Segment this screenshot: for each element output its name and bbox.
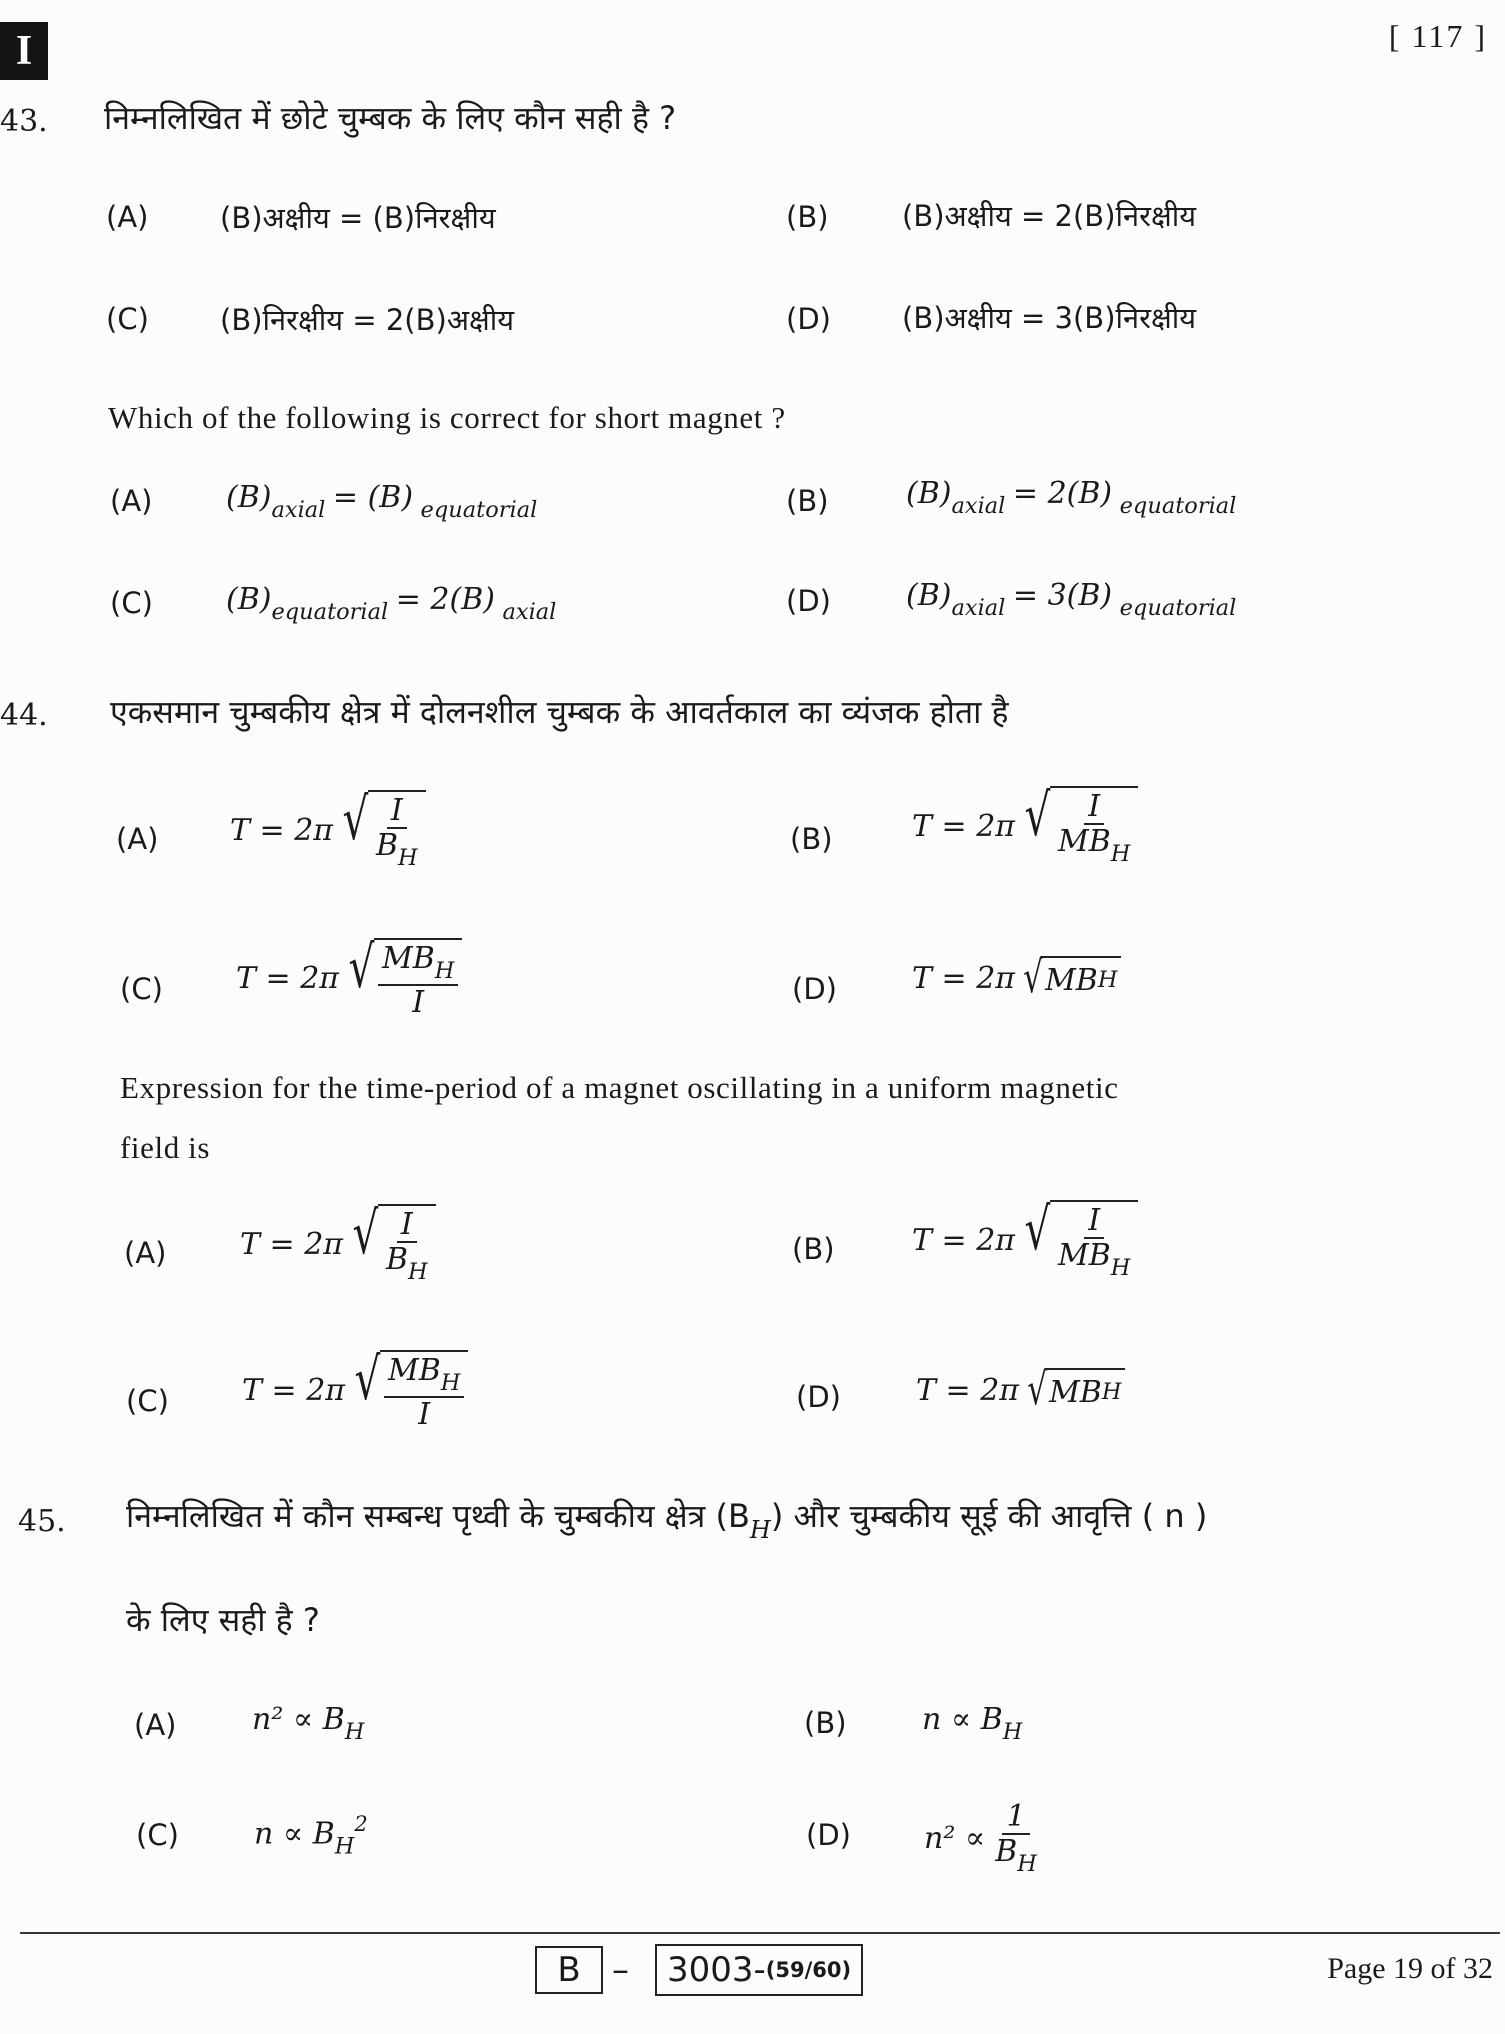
q45-hindi-question-line1: निम्नलिखित में कौन सम्बन्ध पृथ्वी के चुम्बकीय क्षेत्र $(B_H)$ और चुम्बकीय सूई की आवृत्ति ( n ) xyxy=(126,1497,1208,1544)
q43-en-option-b-label: (B) xyxy=(786,484,829,518)
series-box: B xyxy=(535,1946,603,1994)
q43-hi-option-b-text: (B)अक्षीय = 2(B)निरक्षीय xyxy=(902,199,1197,233)
q45-option-c: $n \propto B_H^2$ xyxy=(254,1812,368,1860)
q43-en-option-d: $(B)_{axial} = 3(B)$ $_{equatorial}$ xyxy=(906,578,1237,622)
q43-hi-option-a-text: (B)अक्षीय = (B)निरक्षीय xyxy=(220,201,496,235)
q43-hi-option-c-text: (B)निरक्षीय = 2(B)अक्षीय xyxy=(220,303,515,337)
q45-option-d-label: (D) xyxy=(806,1818,851,1852)
q44-en-option-a-label: (A) xyxy=(124,1236,167,1270)
q43-en-option-c: $(B)_{equatorial} = 2(B)$ $_{axial}$ xyxy=(226,582,557,626)
q45-option-d: n² ∝ $\frac{1}{B_H}$ xyxy=(924,1799,1037,1878)
q44-en-option-d-formula: T = 2π √ MB H xyxy=(916,1368,1125,1412)
q44-number: 44. xyxy=(0,698,48,733)
q45-number: 45. xyxy=(18,1504,66,1539)
q44-en-option-c-formula: T = 2π √ $\frac{MB_H}{I}$ xyxy=(242,1350,468,1431)
q45-option-b-label: (B) xyxy=(804,1706,847,1740)
q43-hi-option-c-label: (C) xyxy=(106,302,149,336)
q44-en-option-c-label: (C) xyxy=(126,1384,169,1418)
q43-en-option-c-label: (C) xyxy=(110,586,153,620)
q45-option-b: $n \propto B_H$ xyxy=(922,1702,1023,1746)
q43-number: 43. xyxy=(0,104,48,139)
paper-code-box: 3003- (59/60) xyxy=(655,1944,863,1996)
q44-hi-option-d-formula: T = 2π √ MB H xyxy=(912,956,1121,1000)
section-marker: I xyxy=(0,22,48,80)
q44-hi-option-c-formula: T = 2π √ $\frac{MB_H}{I}$ xyxy=(236,938,462,1019)
q44-hi-option-d-label: (D) xyxy=(792,972,837,1006)
q43-en-option-d-label: (D) xyxy=(786,584,831,618)
series-dash: – xyxy=(612,1950,629,1990)
q43-hi-option-d-label: (D) xyxy=(786,302,831,336)
q44-en-option-d-label: (D) xyxy=(796,1380,841,1414)
q44-en-option-b-formula: T = 2π √ $\frac{I}{MB_H}$ xyxy=(912,1200,1138,1281)
q43-english-question: Which of the following is correct for short magnet ? xyxy=(108,400,786,435)
footer-rule xyxy=(20,1932,1500,1934)
q45-option-a: $n^2 \propto B_H$ xyxy=(252,1702,365,1746)
q44-english-question-line1: Expression for the time-period of a magnet oscillating in a uniform magnetic xyxy=(120,1070,1119,1105)
q43-en-option-b: $(B)_{axial} = 2(B)$ $_{equatorial}$ xyxy=(906,476,1237,520)
q44-hindi-question: एकसमान चुम्बकीय क्षेत्र में दोलनशील चुम्बक के आवर्तकाल का व्यंजक होता है xyxy=(110,693,1009,731)
q44-hi-option-a-formula: T = 2π √ $\frac{I}{B_H}$ xyxy=(230,790,426,871)
q44-hi-option-b-formula: T = 2π √ $\frac{I}{MB_H}$ xyxy=(912,786,1138,867)
q44-en-option-b-label: (B) xyxy=(792,1232,835,1266)
q44-hi-option-c-label: (C) xyxy=(120,972,163,1006)
q44-hi-option-b-label: (B) xyxy=(790,822,833,856)
q43-hi-option-b-label: (B) xyxy=(786,200,829,234)
q44-hi-option-a-label: (A) xyxy=(116,822,159,856)
q43-en-option-a-label: (A) xyxy=(110,484,153,518)
q45-option-a-label: (A) xyxy=(134,1708,177,1742)
q43-hi-option-d-text: (B)अक्षीय = 3(B)निरक्षीय xyxy=(902,301,1197,335)
q45-option-c-label: (C) xyxy=(136,1818,179,1852)
q45-hindi-question-line2: के लिए सही है ? xyxy=(126,1601,320,1639)
page-number-top: [ 117 ] xyxy=(1388,18,1487,54)
q43-en-option-a: $(B)_{axial} = (B)$ $_{equatorial}$ xyxy=(226,480,538,524)
q44-english-question-line2: field is xyxy=(120,1130,211,1165)
q43-hi-option-a-label: (A) xyxy=(106,200,149,234)
q43-hindi-question: निम्नलिखित में छोटे चुम्बक के लिए कौन सही है ? xyxy=(104,99,677,137)
page-footer: Page 19 of 32 xyxy=(1327,1952,1493,1985)
q44-en-option-a-formula: T = 2π √ $\frac{I}{B_H}$ xyxy=(240,1204,436,1285)
